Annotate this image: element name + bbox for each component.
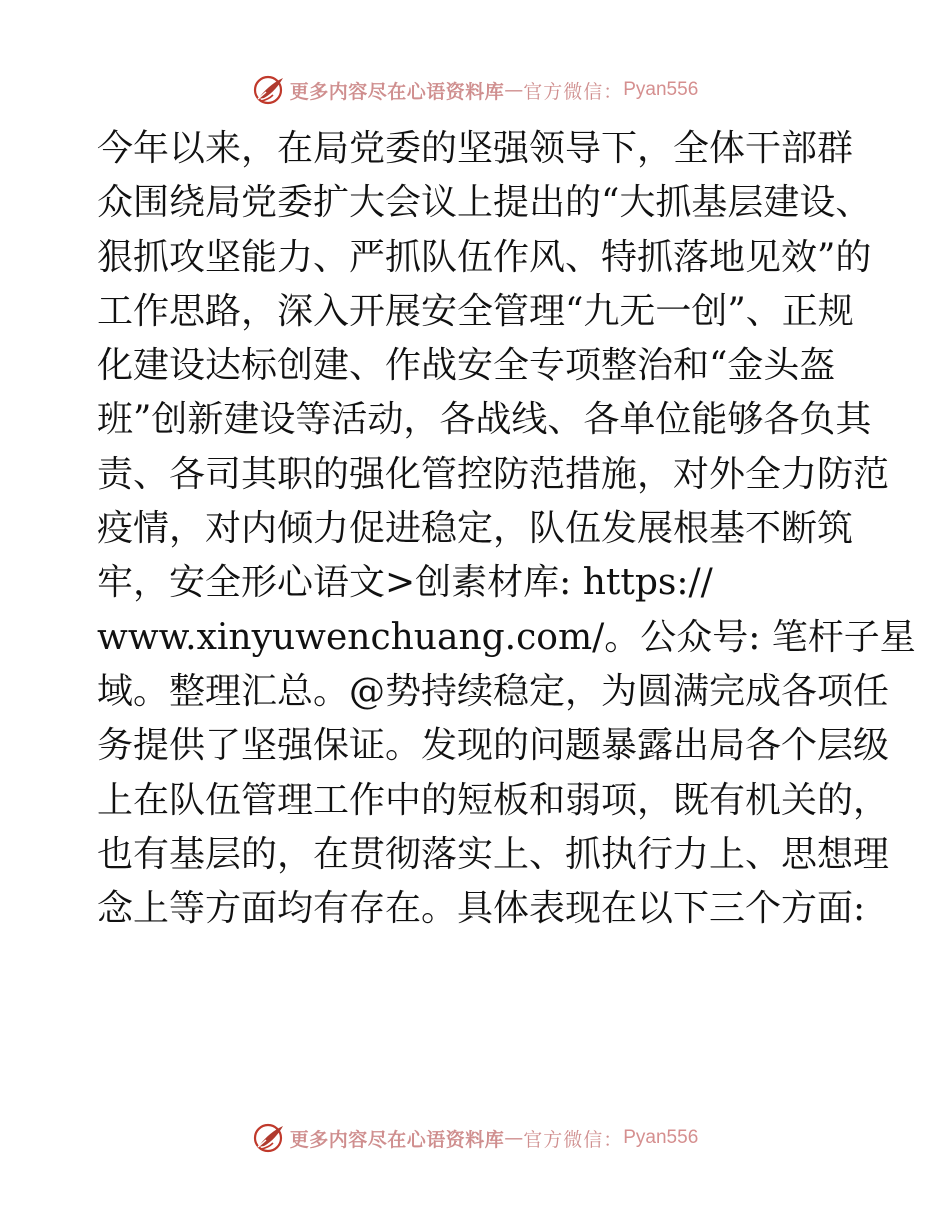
- body-line: 狠抓攻坚能力、严抓队伍作风、特抓落地见效”的: [97, 236, 872, 278]
- banner-separator: —: [504, 79, 524, 101]
- body-line: 今年以来，在局党委的坚强领导下，全体干部群: [97, 128, 854, 169]
- body-line: www.xinyuwenchuang.com/。公众号: 笔杆子星: [97, 616, 916, 658]
- wechat-label: 官方微信：: [523, 80, 624, 103]
- body-line: 班”创新建设等活动，各战线、各单位能够各负其: [97, 399, 872, 441]
- banner-separator: —: [504, 1127, 524, 1149]
- body-line: 域。整理汇总。@势持续稳定，为圆满完成各项任: [97, 670, 890, 712]
- body-line: 也有基层的，在贯彻落实上、抓执行力上、思想理: [97, 833, 890, 875]
- body-line: 牢，安全形心语文>创素材库: https://: [97, 562, 713, 604]
- wechat-id: Pyan556: [623, 79, 699, 100]
- site-slogan: 更多内容尽在心语资料库: [289, 80, 505, 103]
- body-line: 责、各司其职的强化管控防范措施，对外全力防范: [97, 453, 890, 495]
- footer-watermark-banner: [0, 1118, 950, 1158]
- body-line: 化建设达标创建、作战安全专项整治和“金头盔: [97, 345, 836, 387]
- feather-pen-logo-icon: [252, 1121, 286, 1155]
- wechat-label: 官方微信：: [523, 1128, 624, 1151]
- body-line: 工作思路，深入开展安全管理“九无一创”、正规: [97, 290, 854, 332]
- site-slogan: 更多内容尽在心语资料库: [289, 1128, 505, 1151]
- body-line: 上在队伍管理工作中的短板和弱项，既有机关的，: [97, 779, 890, 821]
- body-line: 众围绕局党委扩大会议上提出的“大抓基层建设、: [97, 182, 872, 224]
- body-line: 疫情，对内倾力促进稳定，队伍发展根基不断筑: [97, 508, 854, 550]
- wechat-id: Pyan556: [623, 1127, 699, 1148]
- feather-pen-logo-icon: [252, 73, 286, 107]
- body-line: 务提供了坚强保证。发现的问题暴露出局各个层级: [97, 725, 890, 767]
- header-watermark-banner: [0, 70, 950, 110]
- document-body: [97, 122, 916, 936]
- body-line: 念上等方面均有存在。具体表现在以下三个方面:: [97, 888, 866, 930]
